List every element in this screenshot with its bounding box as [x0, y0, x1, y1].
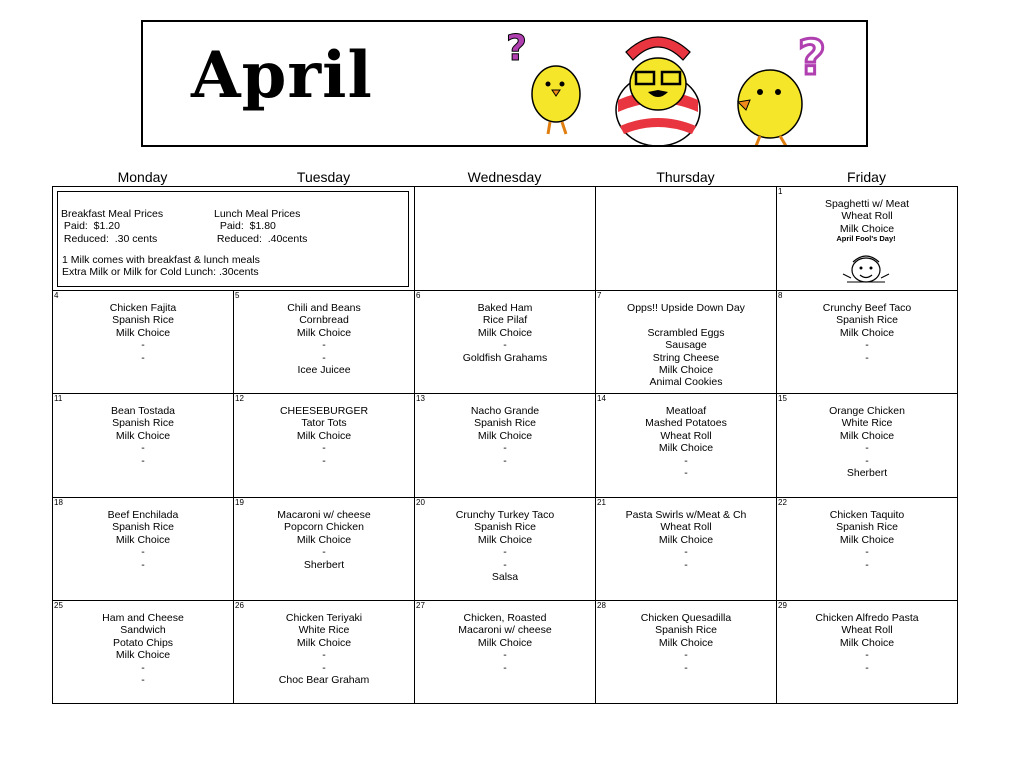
- menu-item: Milk Choice: [839, 222, 895, 235]
- menu-items: [777, 509, 957, 571]
- day-number: 21: [597, 498, 606, 507]
- menu-items: [777, 405, 957, 479]
- menu-item: -: [503, 546, 507, 559]
- menu-item: White Rice: [298, 624, 350, 637]
- menu-items: [777, 302, 957, 364]
- header-banner: [141, 20, 868, 147]
- menu-items: [415, 509, 595, 583]
- menu-item: Chicken Taquito: [829, 509, 905, 521]
- day-cell: [53, 394, 234, 498]
- menu-item: Macaroni w/ cheese: [277, 509, 371, 521]
- breakfast-prices: [61, 208, 163, 245]
- menu-item: -: [322, 661, 326, 674]
- svg-text:?: ?: [798, 30, 826, 86]
- menu-item: Nacho Grande: [470, 405, 540, 417]
- day-cell: [415, 498, 596, 601]
- calendar-grid: [52, 186, 958, 704]
- menu-item: Ham and Cheese: [102, 612, 184, 624]
- menu-item: Milk Choice: [839, 429, 895, 442]
- menu-item: Meatloaf: [665, 405, 707, 417]
- day-cell: [415, 291, 596, 394]
- menu-item: -: [141, 442, 145, 455]
- menu-item: -: [684, 649, 688, 662]
- menu-item: Crunchy Turkey Taco: [455, 509, 555, 521]
- menu-item: -: [322, 339, 326, 352]
- menu-item: Spanish Rice: [474, 521, 536, 534]
- day-cell: [53, 291, 234, 394]
- day-number: 13: [416, 394, 425, 403]
- day-cell-empty: [415, 187, 596, 291]
- day-cell: [415, 394, 596, 498]
- menu-item: -: [865, 649, 869, 662]
- menu-items: [596, 405, 776, 479]
- menu-item: -: [684, 546, 688, 559]
- day-header-monday: Monday: [117, 169, 168, 185]
- menu-item: Spaghetti w/ Meat: [824, 198, 910, 210]
- day-number: 12: [235, 394, 244, 403]
- day-number: 8: [778, 291, 783, 300]
- menu-item: Milk Choice: [658, 364, 714, 377]
- menu-item: -: [684, 661, 688, 674]
- menu-item: -: [322, 351, 326, 364]
- menu-item: Popcorn Chicken: [284, 521, 364, 534]
- menu-item: Chili and Beans: [287, 302, 361, 314]
- day-cell: [596, 394, 777, 498]
- menu-item: Scrambled Eggs: [647, 326, 725, 339]
- menu-item: [596, 314, 776, 326]
- menu-item: Milk Choice: [839, 533, 895, 546]
- menu-item: Milk Choice: [477, 636, 533, 649]
- day-cell: [234, 394, 415, 498]
- menu-item: -: [322, 454, 326, 467]
- menu-item: Sherbert: [303, 558, 345, 571]
- svg-text:?: ?: [506, 28, 527, 69]
- menu-item: Milk Choice: [658, 442, 714, 455]
- menu-item: Animal Cookies: [649, 376, 723, 389]
- menu-items: [415, 302, 595, 364]
- menu-item: -: [865, 558, 869, 571]
- menu-item: Spanish Rice: [112, 417, 174, 430]
- menu-item: Icee Juicee: [297, 364, 351, 377]
- day-number: 26: [235, 601, 244, 610]
- menu-item: Rice Pilaf: [482, 314, 528, 327]
- lunch-paid: Paid: $1.80: [214, 220, 276, 233]
- day-cell: [596, 601, 777, 703]
- menu-item: Milk Choice: [296, 429, 352, 442]
- menu-item: Spanish Rice: [836, 314, 898, 327]
- day-number: 19: [235, 498, 244, 507]
- april-fools-label: April Fool's Day!: [836, 234, 896, 243]
- menu-item: Milk Choice: [477, 429, 533, 442]
- day-number: 27: [416, 601, 425, 610]
- day-cell: [777, 498, 957, 601]
- menu-items: [415, 612, 595, 674]
- menu-item: -: [141, 546, 145, 559]
- lunch-reduced: Reduced: .40cents: [214, 232, 308, 245]
- menu-item: Milk Choice: [296, 533, 352, 546]
- day-number: 7: [597, 291, 602, 300]
- menu-item: Mashed Potatoes: [645, 417, 727, 430]
- menu-item: Chicken Alfredo Pasta: [815, 612, 919, 624]
- day-cell: [234, 291, 415, 394]
- day-cell: [777, 187, 957, 291]
- menu-item: Salsa: [491, 571, 519, 584]
- menu-item: Milk Choice: [839, 326, 895, 339]
- menu-item: Chicken Fajita: [109, 302, 177, 314]
- menu-item: String Cheese: [652, 351, 720, 364]
- day-number: 20: [416, 498, 425, 507]
- day-header-tuesday: Tuesday: [296, 169, 351, 185]
- menu-item: -: [141, 454, 145, 467]
- menu-item: -: [865, 351, 869, 364]
- day-number: 28: [597, 601, 606, 610]
- breakfast-reduced: Reduced: .30 cents: [61, 232, 158, 245]
- menu-item: Wheat Roll: [660, 429, 712, 442]
- menu-item: Spanish Rice: [112, 521, 174, 534]
- day-number: 18: [54, 498, 63, 507]
- menu-item: Wheat Roll: [660, 521, 712, 534]
- menu-item: -: [684, 558, 688, 571]
- day-cell: [777, 394, 957, 498]
- menu-item: Tator Tots: [301, 417, 347, 430]
- menu-items: [777, 198, 957, 235]
- menu-items: [596, 302, 776, 389]
- menu-item: Wheat Roll: [841, 210, 893, 223]
- menu-item: -: [322, 649, 326, 662]
- menu-item: Beef Enchilada: [107, 509, 179, 521]
- menu-item: -: [322, 442, 326, 455]
- menu-items: [234, 612, 414, 686]
- menu-item: Milk Choice: [115, 429, 171, 442]
- menu-items: [53, 302, 233, 364]
- menu-items: [53, 405, 233, 467]
- menu-item: Milk Choice: [658, 533, 714, 546]
- day-number: 15: [778, 394, 787, 403]
- menu-item: -: [141, 661, 145, 674]
- menu-item: -: [503, 661, 507, 674]
- day-number: 11: [54, 394, 63, 403]
- menu-item: Wheat Roll: [841, 624, 893, 637]
- menu-item: Opps!! Upside Down Day: [627, 302, 745, 314]
- day-number: 4: [54, 291, 59, 300]
- day-number: 5: [235, 291, 240, 300]
- day-number: 25: [54, 601, 63, 610]
- menu-item: Macaroni w/ cheese: [458, 624, 552, 637]
- menu-item: White Rice: [841, 417, 893, 430]
- menu-item: Chicken Quesadilla: [640, 612, 732, 624]
- menu-item: Choc Bear Graham: [278, 674, 370, 687]
- menu-item: Cornbread: [299, 314, 349, 327]
- menu-item: Spanish Rice: [474, 417, 536, 430]
- menu-items: [596, 509, 776, 571]
- day-number: 22: [778, 498, 787, 507]
- price-info-cell: [53, 187, 415, 291]
- menu-item: Milk Choice: [115, 533, 171, 546]
- egg-chick-icon: [616, 37, 700, 146]
- menu-item: -: [865, 546, 869, 559]
- menu-item: -: [684, 454, 688, 467]
- menu-item: Pasta Swirls w/Meat & Ch: [625, 509, 747, 521]
- day-header-friday: Friday: [847, 169, 886, 185]
- menu-item: -: [503, 649, 507, 662]
- menu-item: Milk Choice: [839, 636, 895, 649]
- menu-item: Baked Ham: [477, 302, 533, 314]
- menu-item: Milk Choice: [658, 636, 714, 649]
- menu-item: -: [503, 454, 507, 467]
- lunch-title: Lunch Meal Prices: [214, 208, 301, 220]
- day-cell: [777, 291, 957, 394]
- menu-item: Spanish Rice: [655, 624, 717, 637]
- menu-item: Potato Chips: [112, 636, 174, 649]
- menu-item: Crunchy Beef Taco: [822, 302, 912, 314]
- menu-item: Sherbert: [846, 467, 888, 480]
- menu-item: Sandwich: [120, 624, 166, 637]
- milk-info-line: 1 Milk comes with breakfast & lunch meals: [62, 254, 260, 266]
- menu-item: Milk Choice: [296, 636, 352, 649]
- day-cell: [53, 498, 234, 601]
- menu-item: Chicken, Roasted: [463, 612, 547, 624]
- jester-face-icon: [839, 252, 893, 286]
- menu-item: Sausage: [665, 339, 707, 352]
- menu-item: -: [322, 546, 326, 559]
- breakfast-paid: Paid: $1.20: [61, 220, 120, 233]
- menu-items: [777, 612, 957, 674]
- menu-item: -: [141, 351, 145, 364]
- chick-right-icon: [738, 70, 802, 146]
- menu-item: CHEESEBURGER: [279, 405, 369, 417]
- menu-item: -: [141, 558, 145, 571]
- day-cell: [596, 498, 777, 601]
- day-number: 6: [416, 291, 421, 300]
- month-title: April: [191, 38, 373, 113]
- menu-items: [53, 612, 233, 686]
- menu-item: Goldfish Grahams: [462, 351, 548, 364]
- menu-item: -: [684, 467, 688, 480]
- day-header-thursday: Thursday: [656, 169, 715, 185]
- chick-left-icon: [532, 66, 580, 134]
- menu-item: -: [141, 339, 145, 352]
- menu-item: -: [503, 558, 507, 571]
- menu-item: -: [141, 674, 145, 687]
- day-cell-empty: [596, 187, 777, 291]
- menu-items: [596, 612, 776, 674]
- menu-items: [415, 405, 595, 467]
- day-header-wednesday: Wednesday: [467, 169, 542, 185]
- menu-items: [234, 302, 414, 376]
- menu-item: Spanish Rice: [112, 314, 174, 327]
- day-number: 29: [778, 601, 787, 610]
- menu-item: -: [503, 339, 507, 352]
- day-cell: [234, 601, 415, 703]
- menu-item: -: [503, 442, 507, 455]
- menu-item: Chicken Teriyaki: [285, 612, 363, 624]
- menu-item: -: [865, 339, 869, 352]
- menu-item: Bean Tostada: [110, 405, 176, 417]
- day-number: 14: [597, 394, 606, 403]
- breakfast-title: Breakfast Meal Prices: [61, 208, 164, 220]
- day-cell: [596, 291, 777, 394]
- menu-item: Milk Choice: [296, 326, 352, 339]
- milk-info: [62, 254, 260, 279]
- milk-info-line: Extra Milk or Milk for Cold Lunch: .30cents: [62, 266, 259, 279]
- day-cell: [415, 601, 596, 703]
- menu-item: Milk Choice: [477, 326, 533, 339]
- menu-items: [53, 509, 233, 571]
- menu-item: Milk Choice: [115, 326, 171, 339]
- april-fools-clipart: [833, 234, 899, 286]
- day-cell: [234, 498, 415, 601]
- day-number: 1: [778, 187, 783, 196]
- meal-prices-box: [57, 191, 409, 287]
- menu-item: Milk Choice: [477, 533, 533, 546]
- menu-item: Milk Choice: [115, 649, 171, 662]
- menu-item: -: [865, 442, 869, 455]
- menu-items: [234, 509, 414, 571]
- menu-item: -: [865, 661, 869, 674]
- menu-item: Orange Chicken: [829, 405, 905, 417]
- menu-item: Spanish Rice: [836, 521, 898, 534]
- menu-item: -: [865, 454, 869, 467]
- chicks-illustration: [498, 22, 868, 147]
- day-cell: [53, 601, 234, 703]
- lunch-prices: [214, 208, 307, 245]
- menu-items: [234, 405, 414, 467]
- day-cell: [777, 601, 957, 703]
